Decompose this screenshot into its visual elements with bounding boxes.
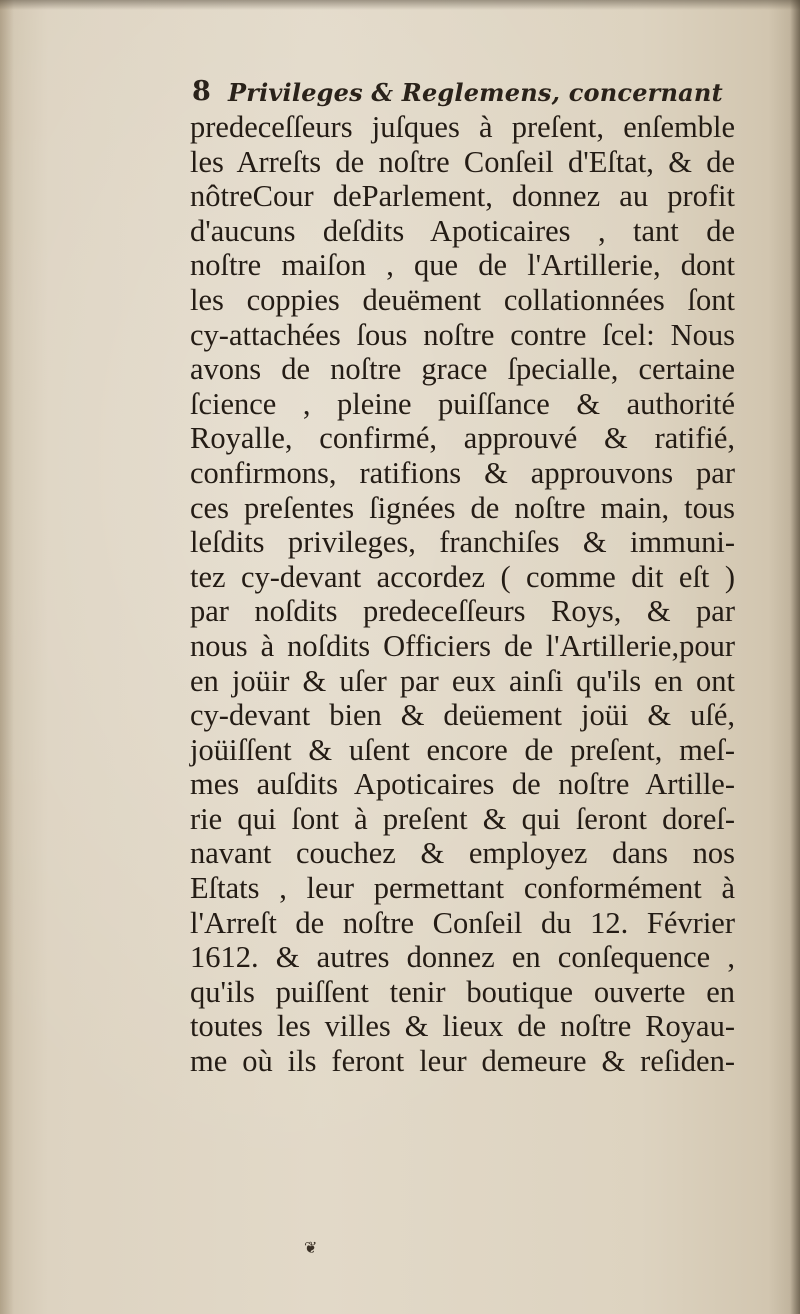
page-edge-shadow-top [0,0,800,10]
text-line: l'Arreſt de noſtre Conſeil du 12. Février [190,905,735,940]
text-line: ces preſentes ſignées de noſtre main, tous [190,490,735,525]
body-text [190,110,735,1079]
text-line: me où ils feront leur demeure & reſiden- [190,1044,735,1079]
text-line: Royalle, confirmé, approuvé & ratifié, [190,421,735,456]
text-line: par noſdits predeceſſeurs Roys, & par [190,594,735,629]
text-line: mes auſdits Apoticaires de noſtre Artille- [190,767,735,802]
text-line: navant couchez & employez dans nos [190,836,735,871]
text-line: les Arreſts de noſtre Conſeil d'Eſtat, & de [190,144,735,179]
text-line: leſdits privileges, franchiſes & immuni- [190,525,735,560]
text-line: confirmons, ratifions & approuvons par [190,455,735,490]
page-number: 8 [192,76,211,107]
page-edge-shadow-left [0,0,14,1314]
text-line: en joüir & uſer par eux ainſi qu'ils en ont [190,663,735,698]
text-line: d'aucuns deſdits Apoticaires , tant de [190,213,735,248]
text-line: ſcience , pleine puiſſance & authorité [190,386,735,421]
running-title: Privileges & Reglemens, concernant [228,78,723,107]
text-line: les coppies deuëment collationnées ſont [190,282,735,317]
text-line: qu'ils puiſſent tenir boutique ouverte en [190,974,735,1009]
text-line: Eſtats , leur permettant conformément à [190,871,735,906]
text-line: predeceſſeurs juſques à preſent, enſemble [190,110,735,144]
text-line: tez cy-devant accordez ( comme dit eſt ) [190,559,735,594]
text-line: cy-attachées ſous noſtre contre ſcel: Nous [190,317,735,352]
text-line: nôtreCour deParlement, donnez au profit [190,179,735,214]
text-line: cy-devant bien & deüement joüi & uſé, [190,698,735,733]
text-line: toutes les villes & lieux de noſtre Royau- [190,1009,735,1044]
text-line: noſtre maiſon , que de l'Artillerie, dont [190,248,735,283]
text-line: nous à noſdits Officiers de l'Artillerie,pour [190,628,735,663]
text-line: 1612. & autres donnez en conſequence , [190,940,735,975]
text-line: joüiſſent & uſent encore de preſent, meſ- [190,732,735,767]
text-line: avons de noſtre grace ſpecialle, certaine [190,352,735,387]
footer-ornament: ❦ [304,1238,318,1257]
text-line: rie qui ſont à preſent & qui ſeront doreſ- [190,801,735,836]
page-edge-shadow-right [790,0,800,1314]
